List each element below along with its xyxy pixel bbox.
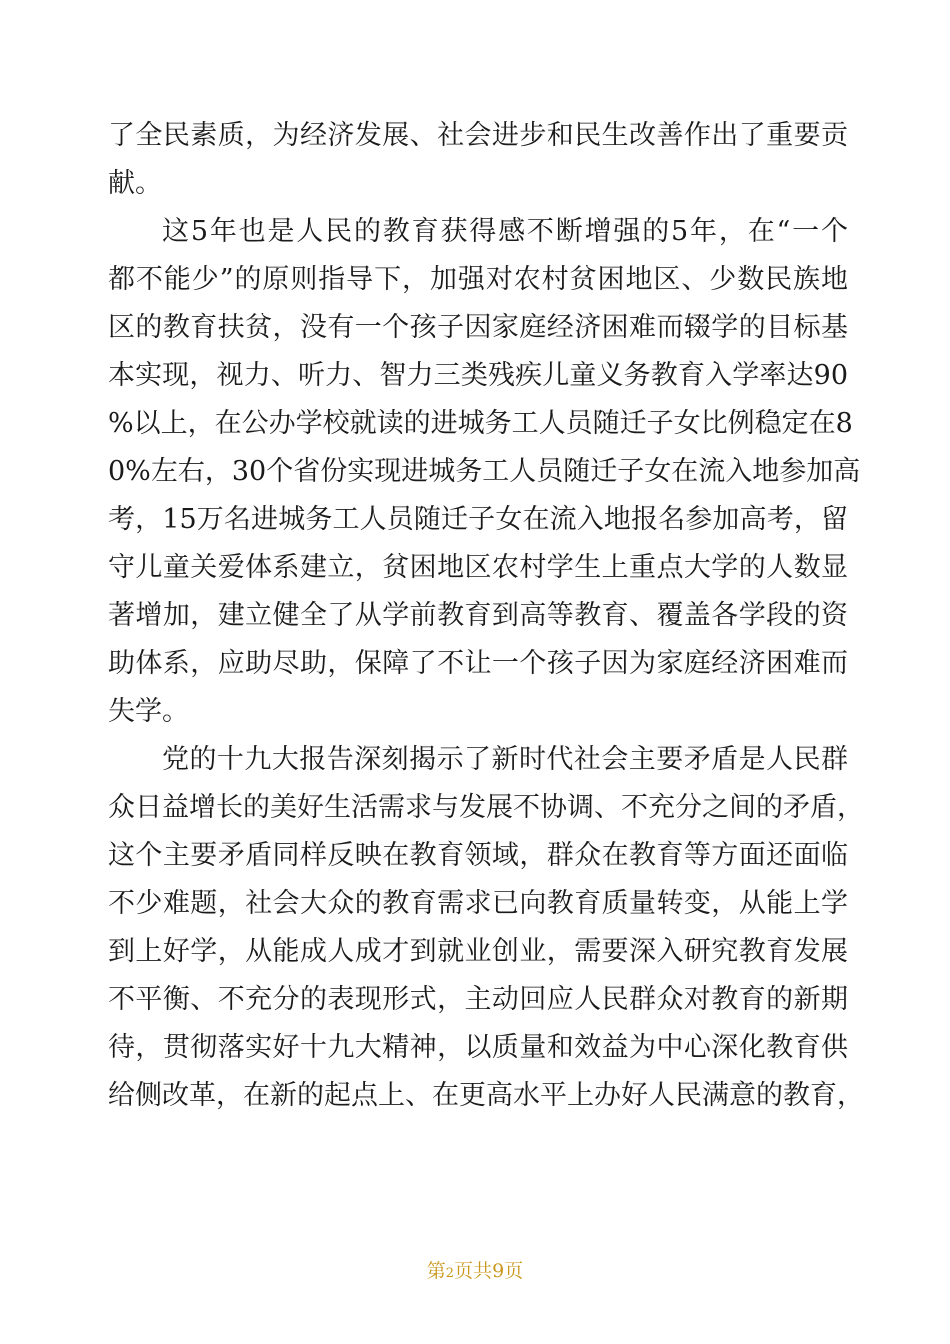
text-line: 都不能少”的原则指导下，加强对农村贫困地区、少数民族地	[108, 264, 848, 295]
text-line: 失学。	[108, 696, 189, 727]
text-line: 不平衡、不充分的表现形式，主动回应人民群众对教育的新期	[108, 984, 848, 1015]
text-line: 考，15万名进城务工人员随迁子女在流入地报名参加高考，留	[108, 504, 848, 535]
text-line: 0%左右，30个省份实现进城务工人员随迁子女在流入地参加高	[108, 456, 861, 487]
paragraph-first-line: 这5年也是人民的教育获得感不断增强的5年，在“一个	[162, 216, 848, 247]
text-line: 助体系，应助尽助，保障了不让一个孩子因为家庭经济困难而	[108, 648, 848, 679]
text-line: 众日益增长的美好生活需求与发展不协调、不充分之间的矛盾，	[108, 792, 864, 823]
text-line: 待，贯彻落实好十九大精神，以质量和效益为中心深化教育供	[108, 1032, 848, 1063]
page-footer	[0, 1256, 950, 1283]
footer-suffix: 页	[504, 1260, 524, 1282]
text-line: 本实现，视力、听力、智力三类残疾儿童义务教育入学率达90	[108, 360, 848, 391]
text-line: 著增加，建立健全了从学前教育到高等教育、覆盖各学段的资	[108, 600, 848, 631]
document-body	[108, 112, 864, 1120]
total-pages-number: 9	[492, 1260, 505, 1282]
text-line: 守儿童关爱体系建立，贫困地区农村学生上重点大学的人数显	[108, 552, 848, 583]
current-page-number: 2	[445, 1266, 455, 1281]
text-line: 给侧改革，在新的起点上、在更高水平上办好人民满意的教育，	[108, 1080, 864, 1111]
text-line: %以上，在公办学校就读的进城务工人员随迁子女比例稳定在8	[108, 408, 853, 439]
text-line: 不少难题，社会大众的教育需求已向教育质量转变，从能上学	[108, 888, 848, 919]
paragraph-first-line: 党的十九大报告深刻揭示了新时代社会主要矛盾是人民群	[162, 744, 848, 775]
text-line: 到上好学，从能成人成才到就业创业，需要深入研究教育发展	[108, 936, 848, 967]
text-line: 献。	[108, 168, 162, 199]
text-line: 了全民素质，为经济发展、社会进步和民生改善作出了重要贡	[108, 120, 848, 151]
footer-prefix: 第	[426, 1260, 446, 1282]
text-line: 区的教育扶贫，没有一个孩子因家庭经济困难而辍学的目标基	[108, 312, 848, 343]
footer-middle: 页共	[454, 1260, 493, 1282]
text-line: 这个主要矛盾同样反映在教育领域，群众在教育等方面还面临	[108, 840, 848, 871]
